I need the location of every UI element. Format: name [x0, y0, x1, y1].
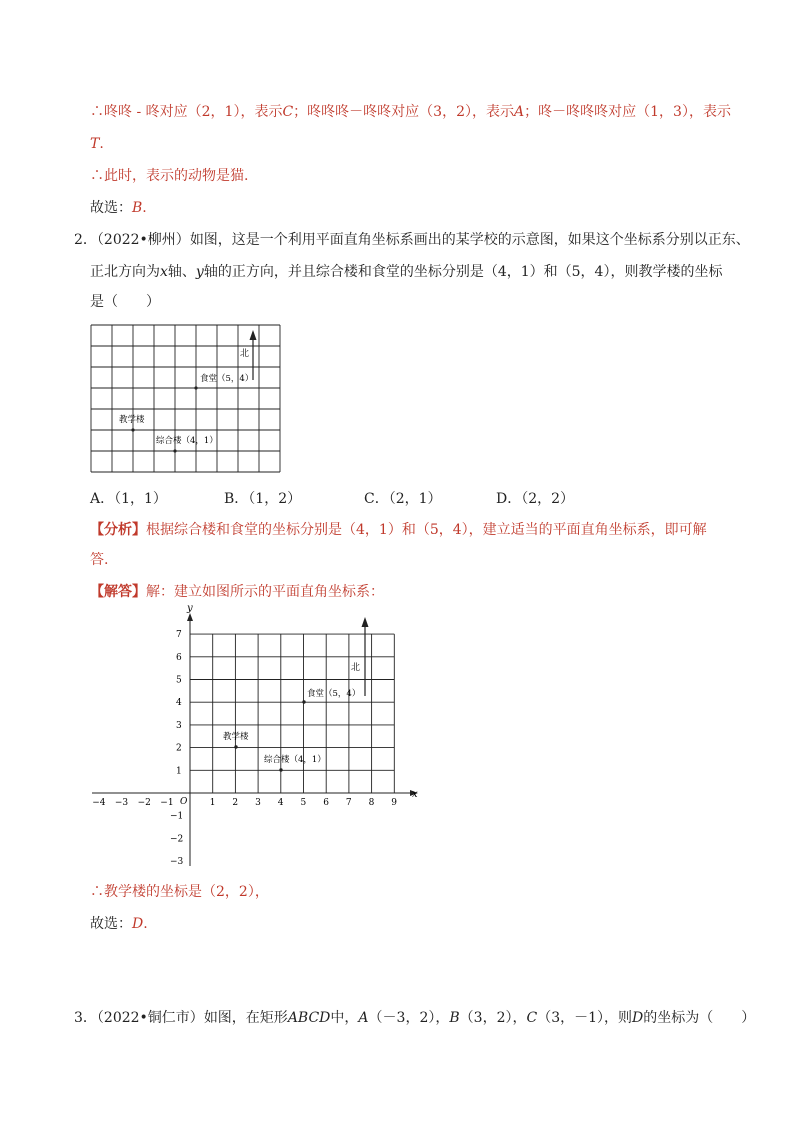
coord-complex-point [279, 768, 282, 771]
y-tick-label: 2 [176, 743, 182, 754]
solution-line: 【解答】解：建立如图所示的平面直角坐标系： [90, 584, 384, 600]
map-complex-label: 综合楼（4，1） [156, 436, 218, 446]
map-north-label: 北 [240, 349, 250, 359]
x-tick-label: 4 [277, 798, 284, 808]
x-tick-label: 5 [300, 798, 307, 808]
q2-line-2: 正北方向为x轴、y轴的正方向，并且综合楼和食堂的坐标分别是（4，1）和（5，4），则教学楼的坐标 [90, 264, 723, 280]
y-tick-label: −2 [170, 834, 184, 845]
prev-answer: 故选：B. [90, 200, 147, 216]
x-tick-label: −1 [160, 798, 174, 808]
option-d[interactable]: D．（2，2） [496, 491, 575, 507]
y-tick-label: 5 [176, 675, 182, 686]
q2-line-3: 是（ ） [90, 294, 160, 310]
x-tick-label: −2 [137, 798, 151, 808]
origin-label: O [180, 797, 188, 807]
coord-canteen-label: 食堂（5，4） [307, 689, 361, 699]
y-tick-label: 1 [176, 766, 182, 777]
x-axis [92, 790, 418, 796]
x-tick-label: 8 [368, 798, 375, 808]
map-north-arrow [250, 330, 257, 380]
x-tick-label: 3 [255, 798, 261, 808]
prev-solution-line-2: T. [90, 136, 104, 152]
q3-line: 3．（2022•铜仁市）如图，在矩形ABCD中，A（－3，2），B（3，2），C（3，－1），则D的坐标为（ ） [74, 1010, 756, 1026]
map-grid [91, 325, 280, 472]
analysis-line-2: 答. [90, 552, 109, 568]
conclusion-line: ∴教学楼的坐标是（2，2）， [90, 884, 269, 900]
map-complex-point [173, 449, 176, 452]
coord-grid [190, 634, 394, 793]
map-canteen-point [194, 386, 197, 389]
prev-solution-line-1: ∴咚咚 - 咚对应（2，1），表示C；咚咚咚－咚咚对应（3，2），表示A；咚－咚咚咚对应（1，3），表示 [90, 104, 731, 120]
coord-teaching-point [234, 745, 237, 748]
x-tick-label: 6 [323, 798, 329, 808]
option-c[interactable]: C．（2，1） [364, 491, 442, 507]
x-tick-label: −4 [92, 798, 106, 808]
map-canteen-label: 食堂（5，4） [200, 374, 254, 384]
y-axis [187, 613, 193, 866]
analysis-line-1: 【分析】根据综合楼和食堂的坐标分别是（4，1）和（5，4），建立适当的平面直角坐标系，即可解 [90, 522, 707, 538]
x-tick-label: 9 [391, 798, 398, 808]
y-tick-label: 7 [176, 630, 182, 641]
y-tick-label: −3 [170, 857, 184, 868]
q2-line-1: 2．（2022•柳州）如图，这是一个利用平面直角坐标系画出的某学校的示意图，如果这个坐标系分别以正东、 [74, 232, 750, 248]
coord-canteen-point [302, 700, 305, 703]
x-tick-label: 2 [232, 798, 239, 808]
y-tick-label: 3 [176, 720, 182, 731]
q2-answer: 故选：D. [90, 916, 148, 932]
y-tick-label: −1 [170, 811, 184, 822]
coord-north-label: 北 [351, 663, 361, 673]
option-a[interactable]: A．（1，1） [90, 491, 167, 507]
map-teaching-label: 教学楼 [119, 415, 145, 425]
y-axis-label: y [187, 603, 193, 614]
q2-map-figure [90, 324, 284, 474]
prev-solution-line-3: ∴此时，表示的动物是猫. [90, 168, 249, 184]
map-teaching-point [131, 428, 134, 431]
coord-teaching-label: 教学楼 [223, 732, 249, 742]
y-tick-label: 4 [176, 698, 182, 709]
x-tick-label: −3 [114, 798, 129, 808]
x-tick-label: 7 [345, 798, 352, 808]
solution-coordinate-figure [86, 600, 426, 870]
x-tick-label: 1 [209, 798, 216, 808]
coord-complex-label: 综合楼（4，1） [264, 755, 326, 765]
option-b[interactable]: B．（1，2） [224, 491, 302, 507]
y-tick-label: 6 [176, 652, 182, 663]
x-axis-label: x [412, 789, 418, 800]
